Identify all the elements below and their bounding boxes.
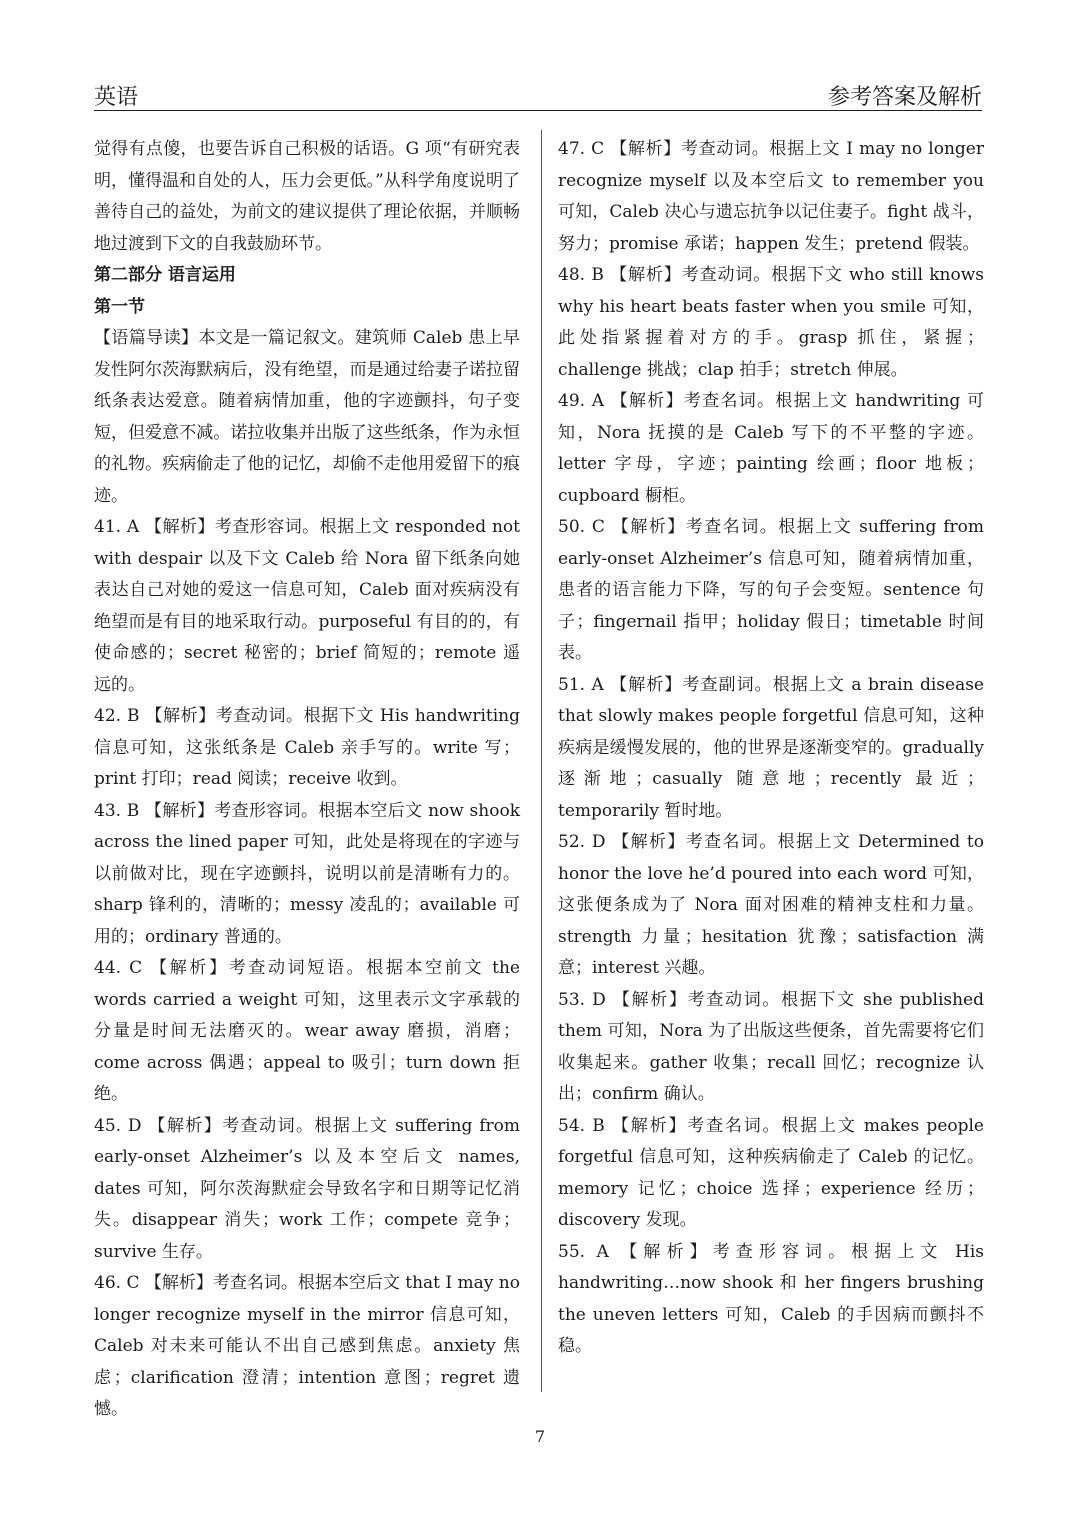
answer-item: 54. B 【解析】考查名词。根据上文 makes people forgetful 信息可知，这种疾病偷走了 Caleb 的记忆。memory 记忆；choice 选择；experience 经历；discovery 发现。 [558, 1115, 984, 1230]
answer-item: 55. A 【解析】考查形容词。根据上文 His handwriting…now shook 和 her fingers brushing the uneven letters 可知，Caleb 的手因病而颤抖不稳。 [558, 1241, 984, 1356]
answer-item: 48. B 【解析】考查动词。根据下文 who still knows why his heart beats faster when you smile 可知，此处指紧握着对方的手。grasp 抓住，紧握；challenge 挑战；clap 拍手；stretch 伸展。 [558, 265, 984, 380]
right-column [558, 134, 984, 1363]
page-header [94, 78, 982, 112]
part-heading: 第二部分 语言运用 [94, 265, 236, 285]
intro-continuation: 觉得有点傻，也要告诉自己积极的话语。G 项“有研究表明，懂得温和自处的人，压力会更低。”从科学角度说明了善待自己的益处，为前文的建议提供了理论依据，并顺畅地过渡到下文的自我鼓励环节。 [94, 139, 520, 254]
answer-item: 52. D 【解析】考查名词。根据上文 Determined to honor the love he’d poured into each word 可知，这张便条成为了 Nora 面对困难的精神支柱和力量。strength 力量；hesitation 犹豫；satisfaction 满意；interest 兴趣。 [558, 832, 984, 978]
answer-item: 42. B 【解析】考查动词。根据下文 His handwriting 信息可知，这张纸条是 Caleb 亲手写的。write 写；print 打印；read 阅读；receive 收到。 [94, 706, 520, 789]
answer-item: 43. B 【解析】考查形容词。根据本空后文 now shook across the lined paper 可知，此处是将现在的字迹与以前做对比，现在字迹颤抖，说明以前是清晰有力的。sharp 锋利的，清晰的；messy 凌乱的；available 可用的；ordinary 普通的。 [94, 800, 520, 947]
answer-item: 49. A 【解析】考查名词。根据上文 handwriting 可知，Nora 抚摸的是 Caleb 写下的不平整的字迹。letter 字母，字迹；painting 绘画；floor 地板；cupboard 橱柜。 [558, 391, 984, 506]
page-number: 7 [534, 1427, 546, 1446]
answer-item: 50. C 【解析】考查名词。根据上文 suffering from early-onset Alzheimer’s 信息可知，随着病情加重，患者的语言能力下降，写的句子会变短。sentence 句子；fingernail 指甲；holiday 假日；timetable 时间表。 [558, 517, 984, 663]
passage-guide: 【语篇导读】本文是一篇记叙文。建筑师 Caleb 患上早发性阿尔茨海默病后，没有绝望，而是通过给妻子诺拉留纸条表达爱意。随着病情加重，他的字迹颤抖，句子变短，但爱意不减。诺拉收集并出版了这些纸条，作为永恒的礼物。疾病偷走了他的记忆，却偷不走他用爱留下的痕迹。 [94, 328, 520, 506]
answer-item: 46. C 【解析】考查名词。根据本空后文 that I may no longer recognize myself in the mirror 信息可知，Caleb 对未来可能认不出自己感到焦虑。anxiety 焦虑；clarification 澄清；intention 意图；regret 遗憾。 [94, 1273, 520, 1419]
answer-item: 47. C 【解析】考查动词。根据上文 I may no longer recognize myself 以及本空后文 to remember you 可知，Caleb 决心与遗忘抗争以记住妻子。fight 战斗，努力；promise 承诺；happen 发生；pretend 假装。 [558, 139, 984, 254]
answer-item: 53. D 【解析】考查动词。根据下文 she published them 可知，Nora 为了出版这些便条，首先需要将它们收集起来。gather 收集；recall 回忆；recognize 认出；confirm 确认。 [558, 989, 984, 1104]
section-title: 参考答案及解析 [827, 85, 982, 110]
header-rule [94, 110, 982, 111]
answer-item: 45. D 【解析】考查动词。根据上文 suffering from early-onset Alzheimer’s 以及本空后文 names, dates 可知，阿尔茨海默症会导致名字和日期等记忆消失。disappear 消失；work 工作；compete 竞争；survive 生存。 [94, 1115, 520, 1262]
subject-title: 英语 [94, 85, 139, 110]
answer-item: 51. A 【解析】考查副词。根据上文 a brain disease that slowly makes people forgetful 信息可知，这种疾病是缓慢发展的，他的世界是逐渐变窄的。gradually 逐渐地；casually 随意地；recently 最近；temporarily 暂时地。 [558, 674, 984, 821]
section-heading: 第一节 [94, 296, 145, 317]
answer-item: 41. A 【解析】考查形容词。根据上文 responded not with despair 以及下文 Caleb 给 Nora 留下纸条向她表达自己对她的爱这一信息可知，Caleb 面对疾病没有绝望而是有目的地采取行动。purposeful 有目的的，有使命感的；secret 秘密的；brief 简短的；remote 遥远的。 [94, 517, 520, 695]
answer-item: 44. C 【解析】考查动词短语。根据本空前文 the words carried a weight 可知，这里表示文字承载的分量是时间无法磨灭的。wear away 磨损，消磨；come across 偶遇；appeal to 吸引；turn down 拒绝。 [94, 958, 520, 1104]
column-divider [541, 130, 542, 1392]
left-column [94, 134, 520, 1426]
